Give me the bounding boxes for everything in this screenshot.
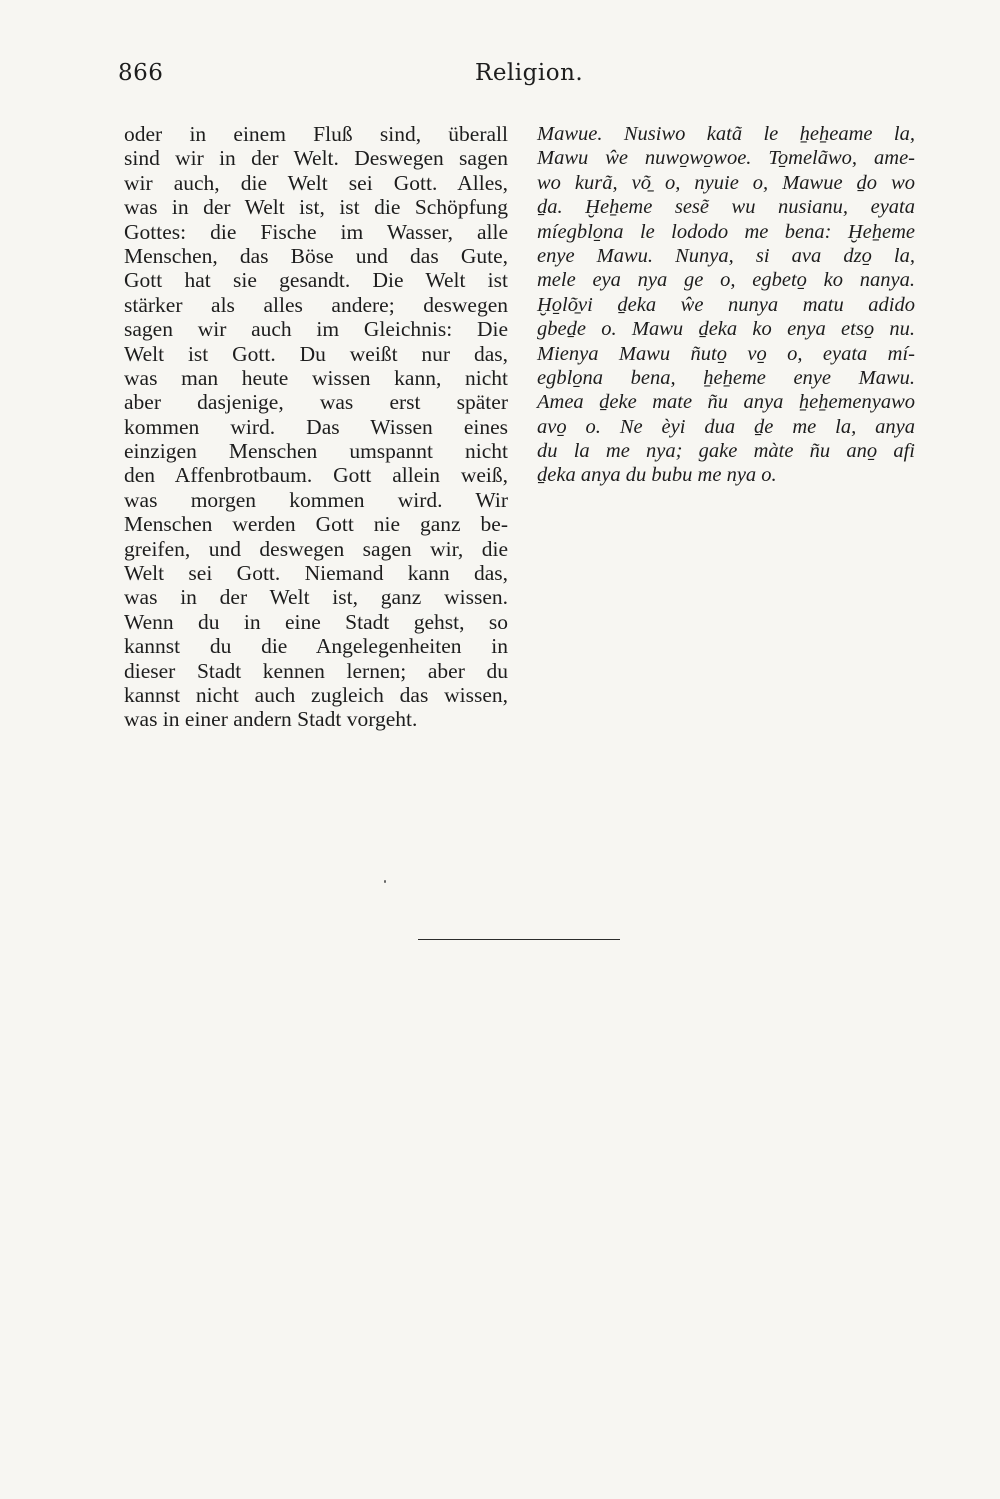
text-line: míegblo̱na le lododo me bena: Ḫeẖeme	[537, 220, 915, 243]
text-line: kommen wird. Das Wissen eines	[124, 414, 508, 439]
text-line: aber dasjenige, was erst später	[124, 390, 508, 415]
text-line: einzigen Menschen umspannt nicht	[124, 439, 508, 464]
page-number: 866	[118, 60, 164, 86]
end-rule	[418, 939, 620, 940]
ewe-text-column	[537, 122, 915, 488]
german-text-column	[124, 122, 508, 732]
text-line: was in einer andern Stadt vorgeht.	[124, 707, 418, 732]
text-line: was man heute wissen kann, nicht	[124, 365, 508, 390]
text-line: enye Mawu. Nunya, si ava dzo̱ la,	[537, 244, 915, 267]
text-line: Mawue. Nusiwo katã le ẖeẖeame la,	[537, 123, 915, 145]
text-line: Menschen, das Böse und das Gute,	[124, 243, 508, 268]
text-line: den Affenbrotbaum. Gott allein weiß,	[124, 463, 508, 488]
text-line: avo̱ o. Ne èyi dua ḏe me la, anya	[537, 415, 915, 438]
text-line: stärker als alles andere; deswegen	[124, 292, 508, 317]
text-line: Gottes: die Fische im Wasser, alle	[124, 219, 508, 244]
running-title: Religion.	[475, 60, 584, 86]
text-line: Amea ḏeke mate ñu anya ẖeẖemenyawo	[537, 391, 915, 414]
text-line: Welt ist Gott. Du weißt nur das,	[124, 341, 508, 366]
text-line: mele eya nya ge o, egbeto̱ ko nanya.	[537, 269, 915, 292]
text-line: Gott hat sie gesandt. Die Welt ist	[124, 268, 508, 293]
text-line: sagen wir auch im Gleichnis: Die	[124, 317, 508, 342]
text-line: ḏa. Ḫeẖeme sesẽ wu nusianu, eyata	[537, 196, 915, 219]
text-line: oder in einem Fluß sind, überall	[124, 122, 508, 146]
text-line: Ḫo̱lõ̱vi ḏeka ŵe nunya matu adido	[537, 293, 915, 316]
text-line: was in der Welt ist, ist die Schöpfung	[124, 195, 508, 220]
text-line: was in der Welt ist, ganz wissen.	[124, 585, 508, 610]
text-line: dieser Stadt kennen lernen; aber du	[124, 658, 508, 683]
text-line: Wenn du in eine Stadt gehst, so	[124, 609, 508, 634]
text-line: wir auch, die Welt sei Gott. Alles,	[124, 170, 508, 195]
text-line: wo kurã, võ̱ o, nyuie o, Mawue ḏo wo	[537, 171, 915, 194]
text-line: was morgen kommen wird. Wir	[124, 487, 508, 512]
text-line: kannst nicht auch zugleich das wissen,	[124, 682, 508, 707]
text-line: Mienya Mawu ñuto̱ vo̱ o, eyata mí-	[537, 342, 915, 365]
text-line: sind wir in der Welt. Deswegen sagen	[124, 146, 508, 171]
text-line: kannst du die Angelegenheiten in	[124, 634, 508, 659]
text-line: du la me nya; gake màte ñu ano̱ afi	[537, 440, 915, 463]
text-line: egblo̱na bena, ẖeẖeme enye Mawu.	[537, 366, 915, 389]
text-line: Welt sei Gott. Niemand kann das,	[124, 561, 508, 586]
text-line: ḏeka anya du bubu me nya o.	[537, 464, 777, 487]
text-line: Menschen werden Gott nie ganz be-	[124, 512, 508, 537]
ink-speck	[384, 880, 386, 883]
text-line: greifen, und deswegen sagen wir, die	[124, 536, 508, 561]
text-line: Mawu ŵe nuwo̱wo̱woe. To̱melãwo, ame-	[537, 147, 915, 170]
text-line: gbeḏe o. Mawu ḏeka ko enya etso̱ nu.	[537, 318, 915, 341]
